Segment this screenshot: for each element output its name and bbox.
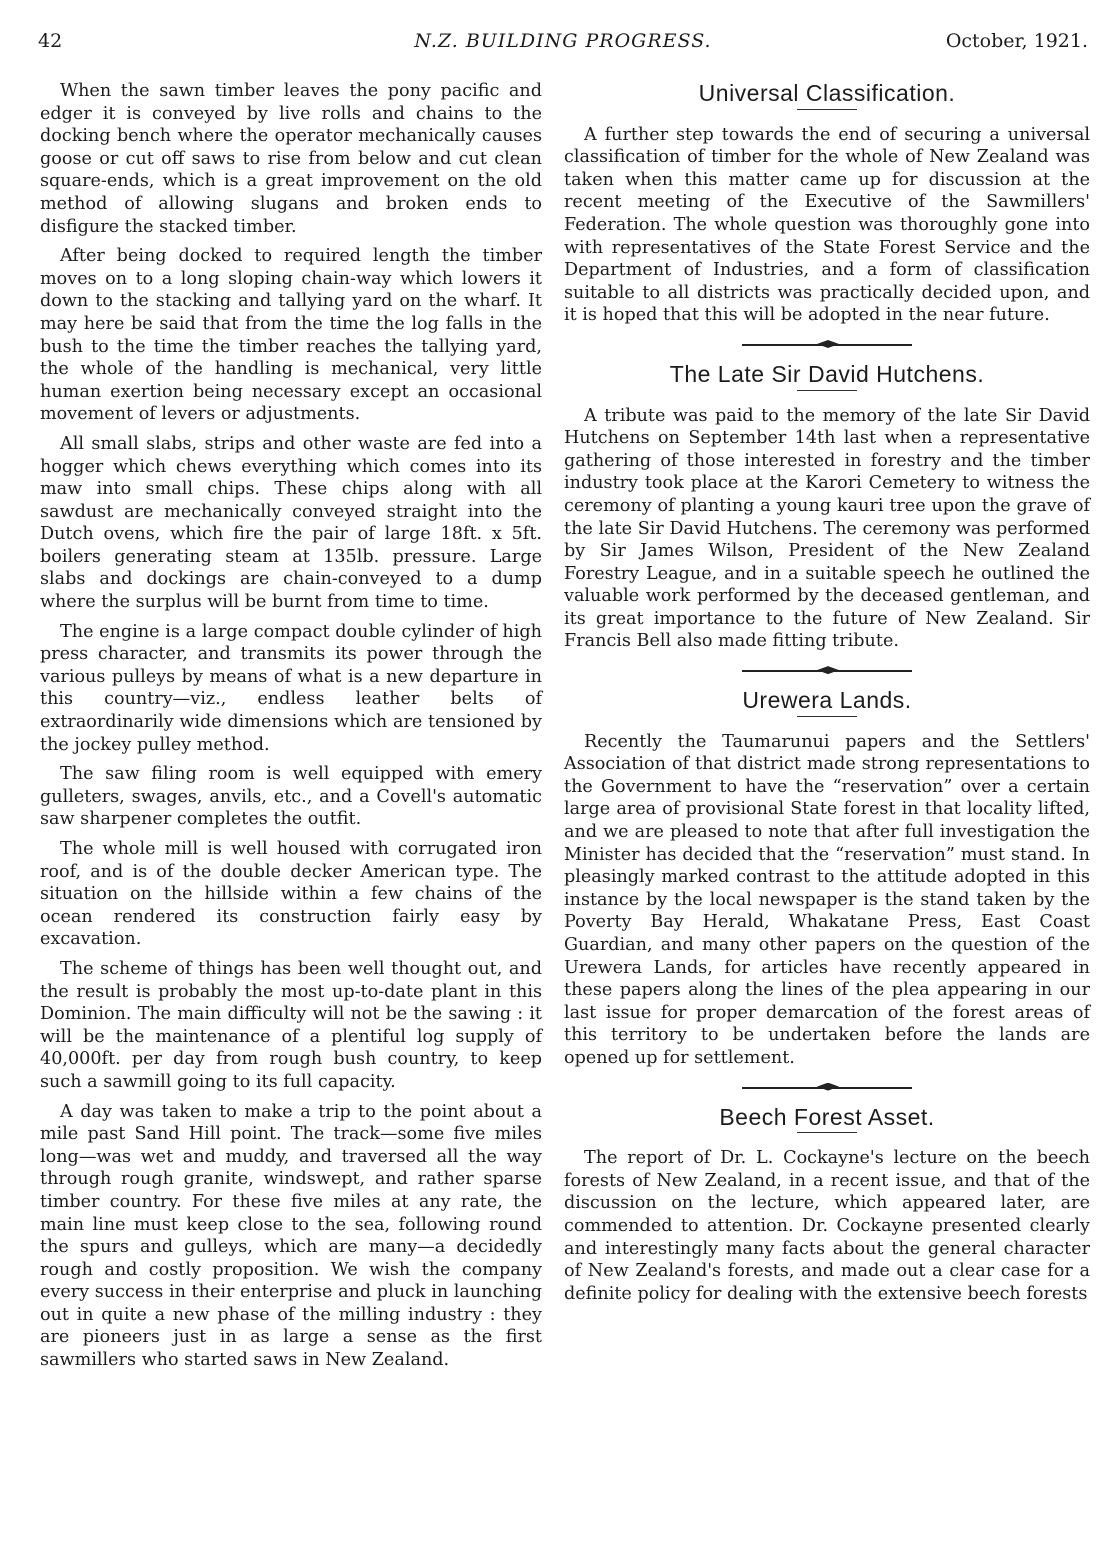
heading-rule: [797, 390, 857, 391]
paragraph: The whole mill is well housed with corrugated iron roof, and is of the double decker American type. The situation on the hillside within a few chains of the ocean rendered its construction fairly easy by excavation.: [40, 839, 542, 950]
right-column: [564, 80, 1090, 1312]
paragraph: The saw filing room is well equipped with emery gulleters, swages, anvils, etc., and a Covell's automatic saw sharpener completes the outfit.: [40, 764, 542, 830]
page-header: [38, 30, 1088, 60]
paragraph: All small slabs, strips and other waste are fed into a hogger which chews everything which comes into its maw into small chips. These chips along with all sawdust are mechanically conveyed straight into the Dutch ovens, which fire the pair of large 18ft. x 5ft. boilers generating steam at 135lb. pressure. Large slabs and dockings are chain-conveyed to a dump where the surplus will be burnt from time to time.: [40, 433, 542, 613]
section-divider-ornament: [742, 665, 912, 675]
section-divider-ornament: [742, 339, 912, 349]
heading-rule: [797, 1132, 857, 1133]
paragraph: A tribute was paid to the memory of the late Sir David Hutchens on September 14th last when a representative gathering of those interested in forestry and the timber industry took place at the Karori Cemetery to witness the ceremony of planting a young kauri tree upon the grave of the late Sir David Hutchens. The ceremony was performed by Sir James Wilson, President of the New Zealand Forestry League, and in a suitable speech he outlined the valuable work performed by the deceased gentleman, and its great importance to the future of New Zealand. Sir Francis Bell also made fitting tribute.: [564, 405, 1090, 652]
heading-rule: [797, 109, 857, 110]
article-heading: Universal Classification.: [698, 80, 956, 106]
paragraph: After being docked to required length the timber moves on to a long sloping chain-way which lowers it down to the stacking and tallying yard on the wharf. It may here be said that from the time the log falls in the bush to the time the timber reaches the tallying yard, the whole of the handling is mechanical, very little human exertion being necessary except an occasional movement of levers or adjustments.: [40, 246, 542, 425]
left-column: [40, 80, 542, 1379]
paragraph: Recently the Taumarunui papers and the Settlers' Association of that district made strong representations to the Government to have the “reservation” over a certain large area of provisional State forest in that locality lifted, and we are pleased to note that after full investigation the Minister has decided that the “reservation” must stand. In pleasingly marked contrast to the attitude adopted in this instance by the local newspaper is the stand taken by the Poverty Bay Herald, Whakatane Press, East Coast Guardian, and many other papers on the question of the Urewera Lands, for articles have recently appeared in these papers along the lines of the plea appearing in our last issue for proper demarcation of the forest areas of this territory to be undertaken before the lands are opened up for settlement.: [564, 731, 1090, 1068]
paragraph: The scheme of things has been well thought out, and the result is probably the most up-to-date plant in this Dominion. The main difficulty will not be the sawing : it will be the maintenance of a plentiful log supply of 40,000ft. per day from rough bush country, to keep such a sawmill going to its full capacity.: [40, 958, 542, 1092]
paragraph: The engine is a large compact double cylinder of high press character, and transmits its power through the various pulleys by means of what is a new departure in this country—viz., endless leather belts of extraordinarily wide dimensions which are tensioned by the jockey pulley method.: [40, 621, 542, 755]
paragraph: When the sawn timber leaves the pony pacific and edger it is conveyed by live rolls and chains to the docking bench where the operator mechanically causes goose or cut off saws to rise from below and cut clean square-ends, which is a great improvement on the old method of allowing slugans and broken ends to disfigure the stacked timber.: [40, 81, 542, 237]
page-number: 42: [38, 30, 63, 52]
paragraph: The report of Dr. L. Cockayne's lecture on the beech forests of New Zealand, in a recent issue, and that of the discussion on the lecture, which appeared later, are commended to attention. Dr. Cockayne presented clearly and interestingly many facts about the general character of New Zealand's forests, and made out a clear case for a definite policy for dealing with the extensive beech forests: [564, 1148, 1090, 1304]
article-heading: Beech Forest Asset.: [719, 1103, 935, 1130]
heading-rule: [797, 716, 857, 717]
publication-title: N.Z. BUILDING PROGRESS.: [414, 30, 712, 52]
paragraph: A further step towards the end of securing a universal classification of timber for the whole of New Zealand was taken when this matter came up for discussion at the recent meeting of the Executive of the Sawmillers' Federation. The whole question was thoroughly gone into with representatives of the State Forest Service and the Department of Industries, and a form of classification suitable to all districts was practically decided upon, and it is hoped that this will be adopted in the near future.: [564, 124, 1090, 326]
issue-date: October, 1921.: [945, 30, 1088, 52]
paragraph: A day was taken to make a trip to the point about a mile past Sand Hill point. The track—some five miles long—was wet and muddy, and traversed all the way through rough granite, windswept, and rather sparse timber country. For these five miles at any rate, the main line must keep close to the sea, following round the spurs and gulleys, which are many—a decidedly rough and costly proposition. We wish the company every success in their enterprise and pluck in launching out in quite a new phase of the milling industry : they are pioneers just in as large a sense as the first sawmillers who started saws in New Zealand.: [40, 1101, 542, 1371]
article-heading: The Late Sir David Hutchens.: [669, 360, 985, 387]
section-divider-ornament: [742, 1082, 912, 1092]
article-heading: Urewera Lands.: [742, 687, 912, 714]
